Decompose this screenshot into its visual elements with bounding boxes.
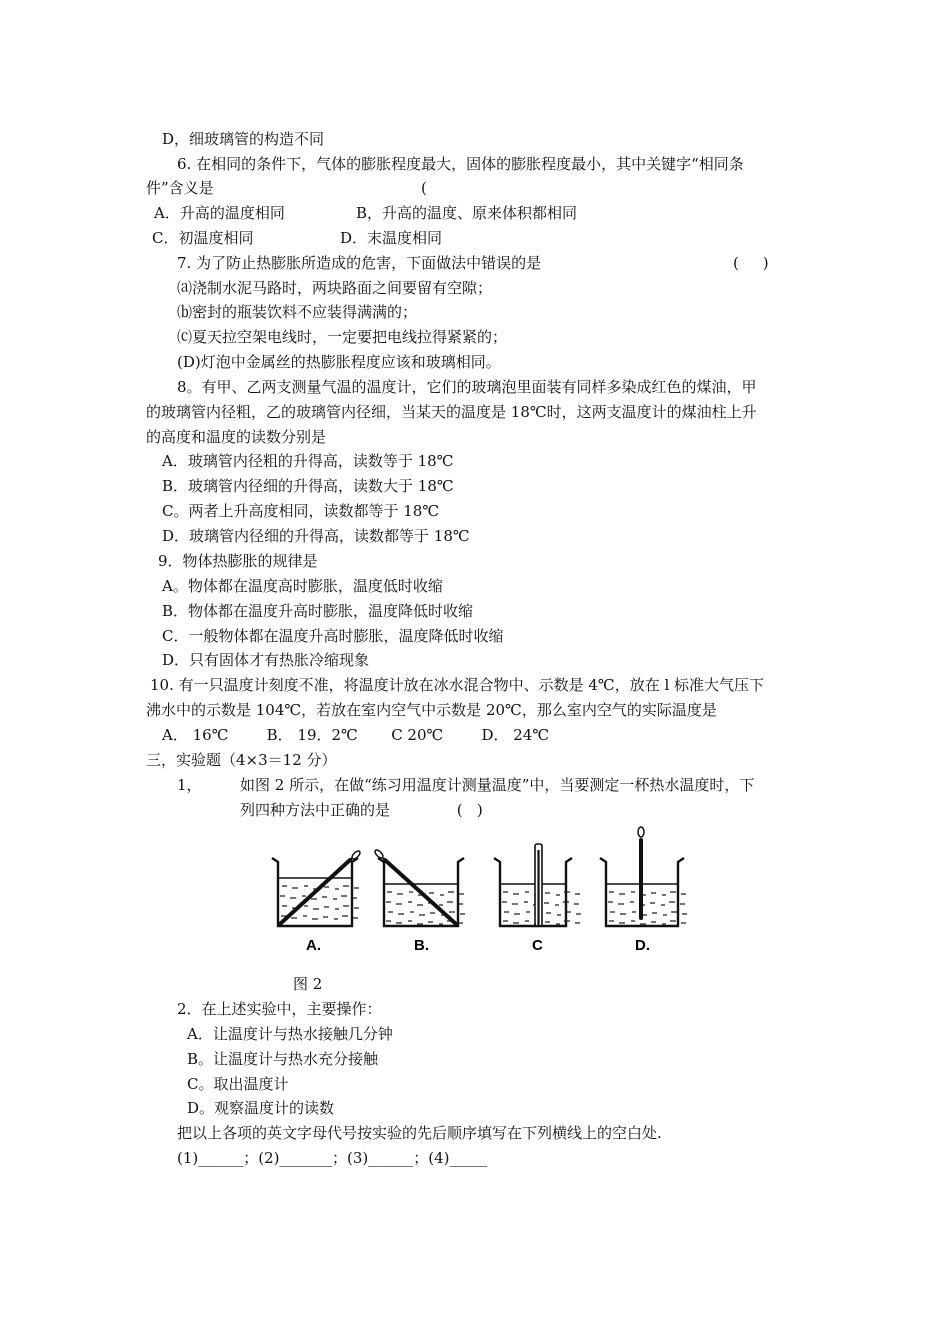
experiment-1-stem-line-1: 如图 2 所示，在做“练习用温度计测量温度”中，当要测定一杯热水温度时，下 [240, 776, 755, 794]
section-3-heading: 三，实验题（4×3＝12 分） [146, 751, 337, 769]
question-9-stem: 9．物体热膨胀的规律是 [158, 552, 318, 570]
question-8-stem-line-2: 的玻璃管内径粗，乙的玻璃管内径细，当某天的温度是 18℃时，这两支温度计的煤油柱上升 [146, 403, 757, 421]
question-6-stem-line-1: 6. 在相同的条件下，气体的膨胀程度最大，固体的膨胀程度最小，其中关键字“相同条 [177, 155, 744, 173]
question-5-option-d: D，细玻璃管的构造不同 [162, 130, 325, 148]
question-7-option-c: ⒞夏天拉空架电线时，一定要把电线拉得紧紧的； [177, 328, 508, 346]
figure-label-b: B. [414, 937, 429, 954]
experiment-2-step-d: D。观察温度计的读数 [187, 1099, 335, 1117]
question-8-option-c: C。两者上升高度相同，读数都等于 18℃ [162, 502, 440, 520]
figure-2-illustration [264, 826, 694, 958]
question-9-option-b: B．物体都在温度升高时膨胀，温度降低时收缩 [162, 602, 474, 620]
experiment-2-step-c: C。取出温度计 [187, 1075, 289, 1093]
question-7-option-d: (D)灯泡中金属丝的热膨胀程度应该和玻璃相同。 [177, 353, 501, 371]
experiment-2-step-b: B。让温度计与热水充分接触 [187, 1050, 379, 1068]
question-8-option-d: D．玻璃管内径细的升得高，读数都等于 18℃ [162, 527, 470, 545]
figure-2-caption: 图 2 [293, 975, 323, 993]
question-7-bracket: ( ) [733, 254, 769, 272]
question-7-option-a: ⒜浇制水泥马路时，两块路面之间要留有空隙； [177, 279, 493, 297]
question-8-stem-line-3: 的高度和温度的读数分别是 [146, 428, 327, 446]
experiment-2-step-a: A．让温度计与热水接触几分钟 [187, 1025, 393, 1043]
question-6-option-d: D．末温度相同 [340, 229, 443, 247]
experiment-2-instruction: 把以上各项的英文字母代号按实验的先后顺序填写在下列横线上的空白处. [177, 1124, 662, 1142]
question-10-options: A． 16℃ B． 19．2℃ C 20℃ D． 24℃ [162, 726, 550, 744]
question-8-option-b: B．玻璃管内径细的升得高，读数大于 18℃ [162, 477, 454, 495]
question-10-stem-line-1: 10. 有一只温度计刻度不准，将温度计放在冰水混合物中、示数是 4℃，放在 l 标准大气压下 [150, 676, 765, 694]
question-7-stem: 7. 为了防止热膨胀所造成的危害，下面做法中错误的是 [177, 254, 542, 272]
figure-label-a: A. [306, 937, 321, 954]
experiment-2-answer-blanks: (1)______；(2)_______；(3)______；(4)_____ [177, 1149, 487, 1167]
figure-label-c: C [532, 937, 543, 954]
question-8-option-a: A．玻璃管内径粗的升得高，读数等于 18℃ [162, 452, 454, 470]
question-9-option-c: C．一般物体都在温度升高时膨胀，温度降低时收缩 [162, 627, 504, 645]
question-9-option-d: D．只有固体才有热胀冷缩现象 [162, 651, 370, 669]
question-7-option-b: ⒝密封的瓶装饮料不应装得满满的； [177, 303, 418, 321]
experiment-2-stem: 2．在上述实验中，主要操作： [177, 1000, 382, 1018]
question-9-option-a: A。物体都在温度高时膨胀，温度低时收缩 [162, 577, 443, 595]
figure-2-thermometer-methods [264, 826, 694, 958]
question-6-option-b: B，升高的温度、原来体积都相同 [356, 204, 578, 222]
question-8-stem-line-1: 8。有甲、乙两支测量气温的温度计，它们的玻璃泡里面装有同样多染成红色的煤油，甲 [177, 378, 757, 396]
question-6-option-c: C．初温度相同 [152, 229, 254, 247]
beaker-c [494, 844, 581, 926]
figure-label-d: D. [635, 937, 650, 954]
experiment-1-number: 1， [177, 776, 202, 794]
beaker-b [374, 849, 465, 926]
beaker-d [600, 827, 687, 926]
question-6-stem-line-2: 件”含义是 [146, 179, 214, 197]
question-6-bracket: ( [421, 179, 427, 197]
experiment-1-stem-line-2: 列四种方法中正确的是 ( ) [240, 801, 483, 819]
question-10-stem-line-2: 沸水中的示数是 104℃，若放在室内空气中示数是 20℃，那么室内空气的实际温度是 [146, 701, 717, 719]
question-6-option-a: A．升高的温度相同 [154, 204, 285, 222]
beaker-a [272, 850, 361, 926]
